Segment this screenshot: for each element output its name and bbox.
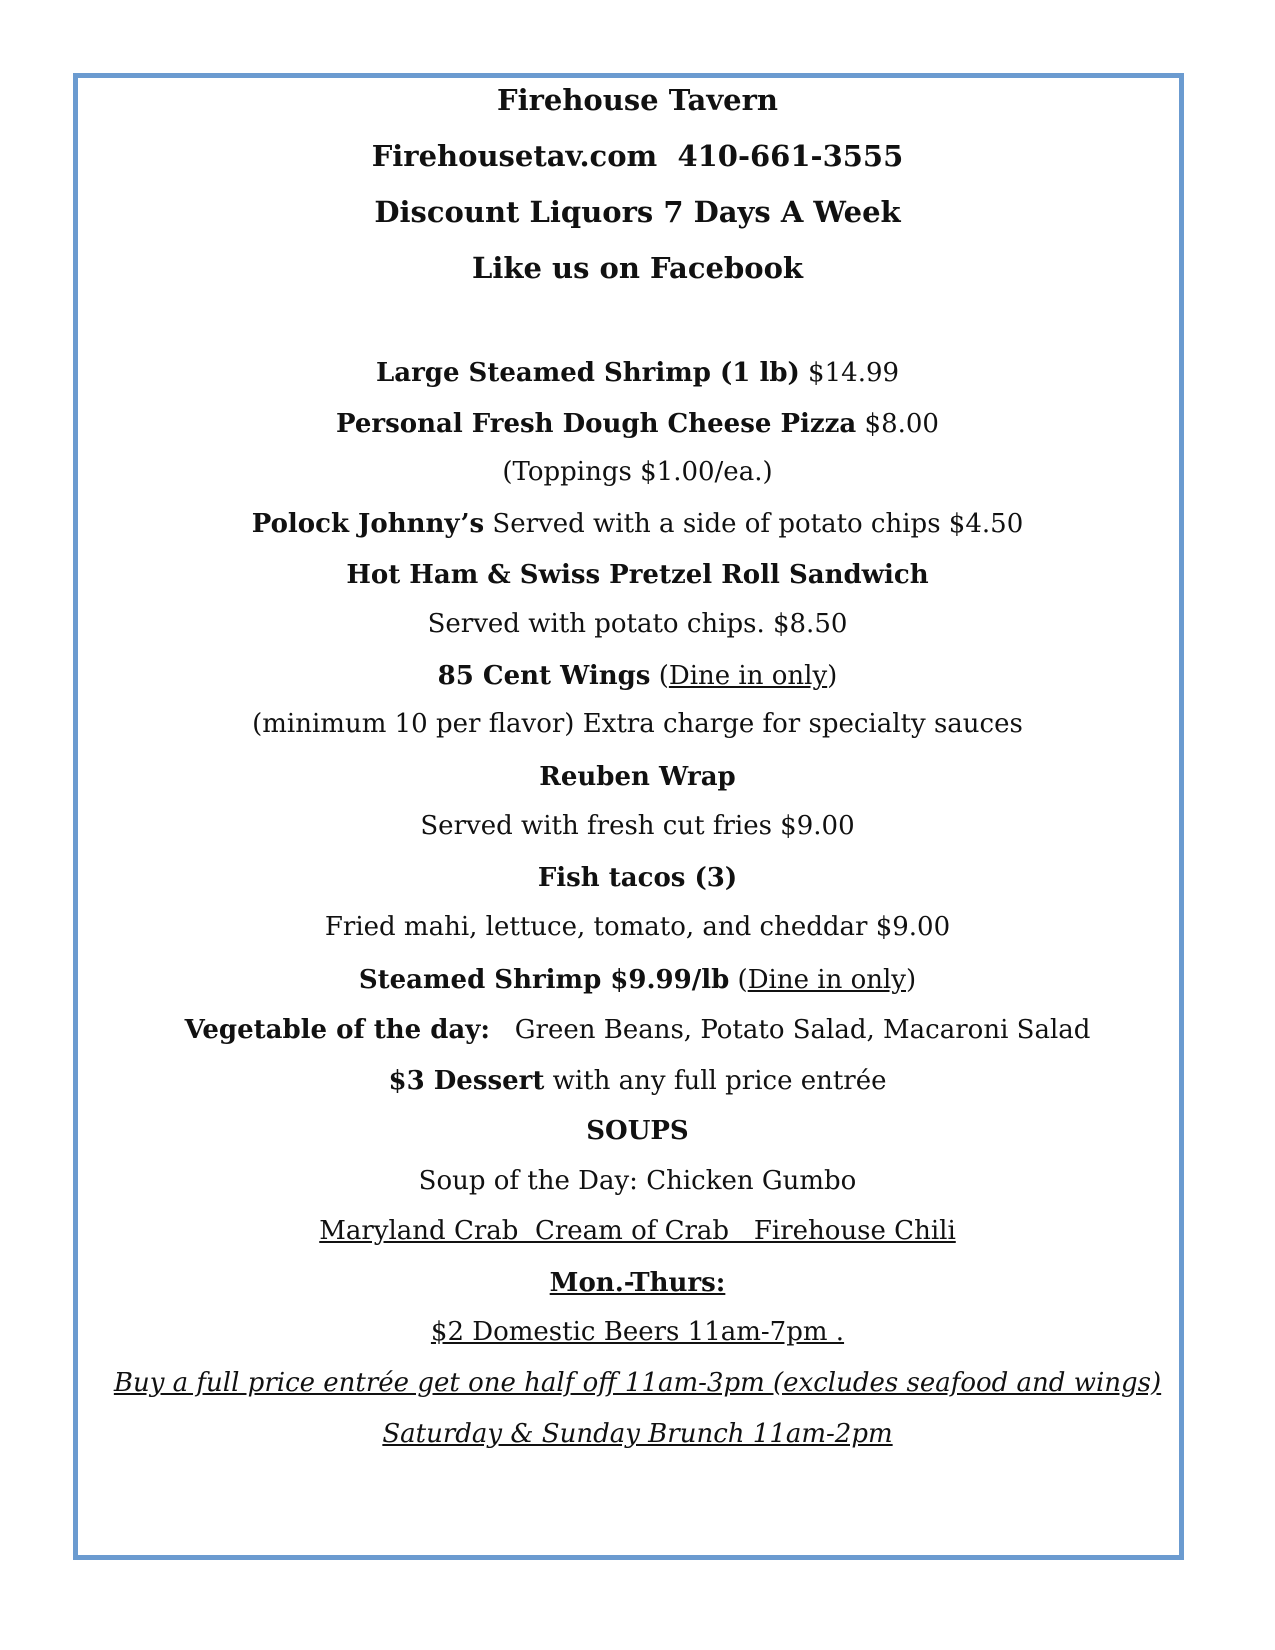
item-name: Steamed Shrimp $9.99/lb: [358, 965, 730, 995]
soups-heading: SOUPS: [586, 1116, 689, 1146]
soup-of-the-day: Soup of the Day: Chicken Gumbo: [418, 1166, 857, 1196]
wings-description: (minimum 10 per flavor) Extra charge for specialty sauces: [252, 709, 1023, 739]
facebook-line: Like us on Facebook: [471, 251, 804, 285]
entree-half-off-special: Buy a full price entrée get one half off 11am-3pm (excludes seafood and wings): [113, 1368, 1162, 1398]
soup-list: Maryland Crab Cream of Crab Firehouse Chili: [319, 1216, 956, 1246]
menu-item-ham-swiss: Hot Ham & Swiss Pretzel Roll Sandwich: [346, 560, 929, 590]
menu-item-pizza: [0, 407, 1275, 441]
item-name: Personal Fresh Dough Cheese Pizza: [336, 409, 857, 439]
dine-in-note: Dine in only: [668, 661, 828, 691]
tavern-name: Firehouse Tavern: [497, 83, 778, 117]
menu-item-steamed-shrimp: [0, 963, 1275, 997]
item-name: Large Steamed Shrimp (1 lb): [375, 358, 800, 388]
phone-number: 410-661-3555: [677, 139, 904, 173]
paren-open: (: [650, 661, 669, 691]
dessert-offer: [0, 1064, 1275, 1098]
menu-item-wings: [0, 659, 1275, 693]
item-description: Served with a side of potato chips $4.50: [484, 509, 1024, 539]
reuben-description: Served with fresh cut fries $9.00: [420, 811, 855, 841]
item-price: $14.99: [799, 358, 900, 388]
domestic-beer-special: $2 Domestic Beers 11am-7pm .: [430, 1317, 845, 1347]
fish-tacos-description: Fried mahi, lettuce, tomato, and cheddar $9.00: [324, 912, 951, 942]
paren-close: ): [906, 965, 917, 995]
menu-item-reuben-wrap: Reuben Wrap: [539, 762, 736, 792]
dessert-label: $3 Dessert: [388, 1066, 545, 1096]
paren-close: ): [827, 661, 838, 691]
contact-line: [0, 139, 1275, 173]
weekend-brunch: Saturday & Sunday Brunch 11am-2pm: [382, 1419, 893, 1449]
ham-swiss-description: Served with potato chips. $8.50: [427, 609, 848, 639]
website-link[interactable]: Firehousetav.com: [371, 139, 658, 173]
menu-item-polock-johnnys: [0, 507, 1275, 541]
vegetable-of-the-day: [0, 1013, 1275, 1047]
menu-item-fish-tacos: Fish tacos (3): [537, 863, 738, 893]
item-name: 85 Cent Wings: [437, 661, 651, 691]
specials-days-heading: Mon.-Thurs:: [549, 1268, 726, 1298]
item-name: Polock Johnny’s: [251, 509, 485, 539]
dessert-description: with any full price entrée: [544, 1066, 887, 1096]
dine-in-note: Dine in only: [747, 965, 906, 995]
menu-item-large-shrimp: [0, 356, 1275, 390]
pizza-toppings-note: (Toppings $1.00/ea.): [502, 457, 773, 487]
liquor-banner: Discount Liquors 7 Days A Week: [374, 195, 901, 229]
vegetable-list: Green Beans, Potato Salad, Macaroni Salad: [489, 1015, 1091, 1045]
item-price: $8.00: [856, 409, 939, 439]
vegetable-label: Vegetable of the day:: [184, 1015, 490, 1045]
paren-open: (: [729, 965, 748, 995]
